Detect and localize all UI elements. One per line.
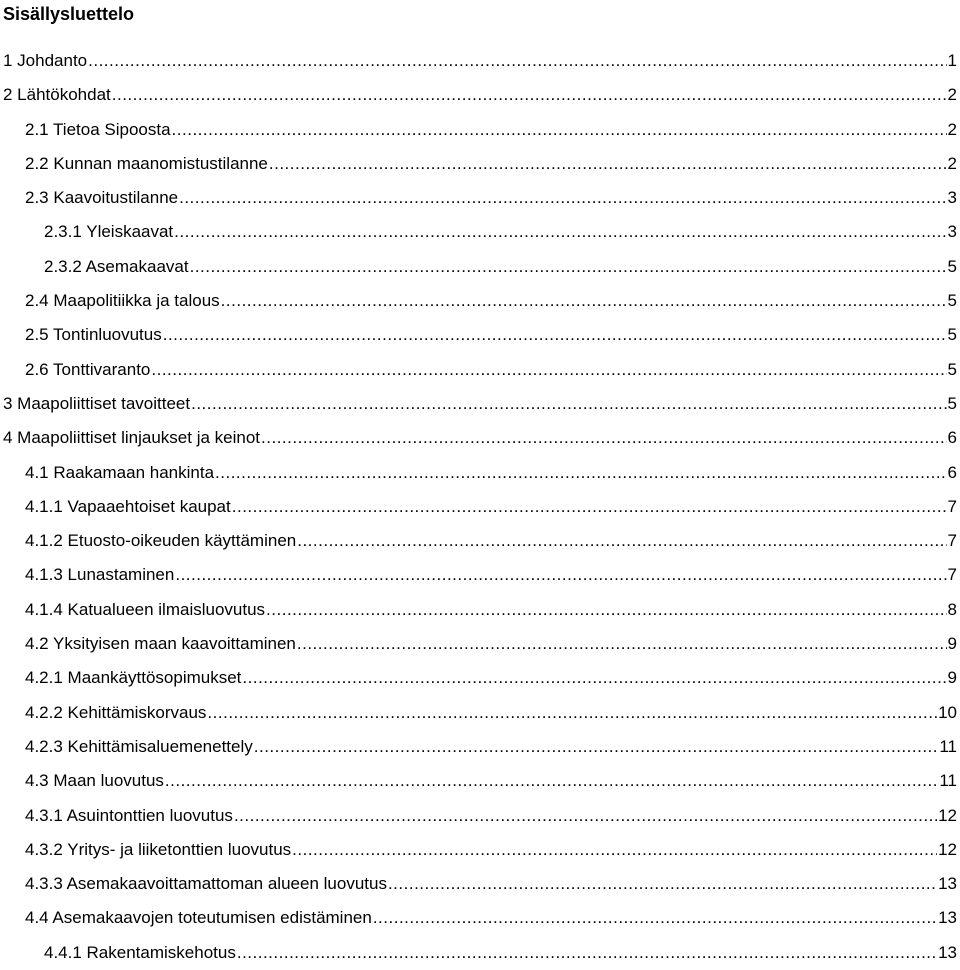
dot-leader bbox=[207, 696, 937, 730]
toc-entry[interactable] bbox=[0, 181, 960, 215]
toc-entry[interactable] bbox=[0, 558, 960, 592]
toc-entry-title: 2.1 Tietoa Sipoosta bbox=[25, 119, 171, 139]
toc-entry-title: 4.3.1 Asuintonttien luovutus bbox=[25, 805, 233, 825]
toc-entry-page-number: 2 bbox=[947, 153, 957, 173]
toc-entry-title: 2.3 Kaavoitustilanne bbox=[25, 188, 179, 208]
toc-entry-page-number: 3 bbox=[947, 222, 957, 242]
dot-leader bbox=[179, 181, 946, 215]
toc-entry[interactable] bbox=[0, 661, 960, 695]
toc-entry-page-number: 6 bbox=[947, 428, 957, 448]
toc-entry-title: 4.2.2 Kehittämiskorvaus bbox=[25, 702, 207, 722]
toc-entry-page-number: 12 bbox=[938, 839, 957, 859]
toc-entry-page-number: 9 bbox=[947, 634, 957, 654]
toc-entry[interactable] bbox=[0, 593, 960, 627]
toc-entry-title: 2.2 Kunnan maanomistustilanne bbox=[25, 153, 268, 173]
toc-entry-page-number: 7 bbox=[947, 531, 957, 551]
toc-entry-page-number: 10 bbox=[938, 702, 957, 722]
toc-entry[interactable] bbox=[0, 284, 960, 318]
toc-entry-title: 4 Maapoliittiset linjaukset ja keinot bbox=[3, 428, 261, 448]
toc-entry-title: 4.1 Raakamaan hankinta bbox=[25, 462, 215, 482]
dot-leader bbox=[88, 44, 946, 78]
dot-leader bbox=[234, 799, 937, 833]
dot-leader bbox=[269, 147, 947, 181]
toc-entry-page-number: 2 bbox=[947, 119, 957, 139]
toc-entry[interactable] bbox=[0, 524, 960, 558]
toc-entry[interactable] bbox=[0, 318, 960, 352]
dot-leader bbox=[172, 113, 947, 147]
toc-entry-page-number: 13 bbox=[938, 942, 957, 962]
toc-entry-title: 4.4 Asemakaavojen toteutumisen edistäminen bbox=[25, 908, 372, 928]
toc-entry-page-number: 13 bbox=[938, 874, 957, 894]
toc-entry-page-number: 7 bbox=[947, 565, 957, 585]
toc-entry[interactable] bbox=[0, 867, 960, 901]
toc-entry-title: 4.2.1 Maankäyttösopimukset bbox=[25, 668, 242, 688]
table-of-contents bbox=[0, 44, 960, 970]
toc-entry-page-number: 8 bbox=[947, 599, 957, 619]
dot-leader bbox=[190, 250, 947, 284]
toc-entry-page-number: 5 bbox=[947, 393, 957, 413]
dot-leader bbox=[237, 936, 937, 970]
dot-leader bbox=[261, 421, 947, 455]
dot-leader bbox=[221, 284, 947, 318]
toc-entry-title: 4.1.1 Vapaaehtoiset kaupat bbox=[25, 496, 231, 516]
dot-leader bbox=[174, 215, 946, 249]
toc-entry[interactable] bbox=[0, 456, 960, 490]
page-title: Sisällysluettelo bbox=[3, 4, 135, 24]
dot-leader bbox=[191, 387, 946, 421]
dot-leader bbox=[297, 627, 947, 661]
toc-entry[interactable] bbox=[0, 387, 960, 421]
toc-entry[interactable] bbox=[0, 44, 960, 78]
toc-entry-title: 4.1.3 Lunastaminen bbox=[25, 565, 175, 585]
toc-entry[interactable] bbox=[0, 113, 960, 147]
toc-entry-title: 4.1.4 Katualueen ilmaisluovutus bbox=[25, 599, 266, 619]
toc-entry-title: 2.6 Tonttivaranto bbox=[25, 359, 151, 379]
dot-leader bbox=[266, 593, 946, 627]
toc-entry[interactable] bbox=[0, 936, 960, 970]
toc-entry-page-number: 7 bbox=[947, 496, 957, 516]
toc-entry[interactable] bbox=[0, 147, 960, 181]
toc-entry-title: 3 Maapoliittiset tavoitteet bbox=[3, 393, 191, 413]
toc-entry-title: 1 Johdanto bbox=[3, 51, 88, 70]
toc-entry-title: 4.2 Yksityisen maan kaavoittaminen bbox=[25, 634, 296, 654]
toc-entry-title: 4.4.1 Rakentamiskehotus bbox=[44, 942, 236, 962]
dot-leader bbox=[163, 318, 947, 352]
toc-entry-title: 4.3.3 Asemakaavoittamattoman alueen luovutus bbox=[25, 874, 387, 894]
toc-entry-title: 2.3.1 Yleiskaavat bbox=[44, 222, 174, 242]
dot-leader bbox=[165, 764, 938, 798]
toc-entry-page-number: 5 bbox=[947, 359, 957, 379]
dot-leader bbox=[242, 661, 946, 695]
toc-entry[interactable] bbox=[0, 696, 960, 730]
dot-leader bbox=[215, 456, 947, 490]
toc-entry-page-number: 5 bbox=[947, 291, 957, 311]
toc-entry[interactable] bbox=[0, 627, 960, 661]
dot-leader bbox=[151, 353, 946, 387]
toc-entry[interactable] bbox=[0, 764, 960, 798]
toc-entry-title: 2.4 Maapolitiikka ja talous bbox=[25, 291, 220, 311]
dot-leader bbox=[175, 558, 946, 592]
toc-entry[interactable] bbox=[0, 215, 960, 249]
toc-entry-page-number: 11 bbox=[939, 771, 957, 791]
toc-entry[interactable] bbox=[0, 833, 960, 867]
toc-entry-title: 4.2.3 Kehittämisaluemenettely bbox=[25, 736, 253, 756]
dot-leader bbox=[292, 833, 937, 867]
toc-entry-page-number: 12 bbox=[938, 805, 957, 825]
toc-entry-page-number: 13 bbox=[938, 908, 957, 928]
dot-leader bbox=[254, 730, 939, 764]
toc-entry-page-number: 5 bbox=[947, 325, 957, 345]
toc-entry[interactable] bbox=[0, 490, 960, 524]
toc-entry-title: 2 Lähtökohdat bbox=[3, 85, 111, 105]
toc-entry[interactable] bbox=[0, 78, 960, 112]
toc-entry-title: 2.5 Tontinluovutus bbox=[25, 325, 162, 345]
toc-entry-page-number: 1 bbox=[947, 51, 957, 70]
toc-entry-page-number: 2 bbox=[947, 85, 957, 105]
toc-entry-page-number: 9 bbox=[947, 668, 957, 688]
toc-entry-title: 2.3.2 Asemakaavat bbox=[44, 256, 189, 276]
toc-entry-page-number: 3 bbox=[947, 188, 957, 208]
toc-entry[interactable] bbox=[0, 250, 960, 284]
toc-entry[interactable] bbox=[0, 799, 960, 833]
toc-entry[interactable] bbox=[0, 730, 960, 764]
toc-entry-page-number: 11 bbox=[939, 736, 957, 756]
toc-entry-title: 4.3.2 Yritys- ja liiketonttien luovutus bbox=[25, 839, 292, 859]
dot-leader bbox=[373, 901, 937, 935]
dot-leader bbox=[297, 524, 946, 558]
toc-entry[interactable] bbox=[0, 901, 960, 935]
toc-entry[interactable] bbox=[0, 421, 960, 455]
toc-entry-title: 4.1.2 Etuosto-oikeuden käyttäminen bbox=[25, 531, 297, 551]
toc-entry-page-number: 5 bbox=[947, 256, 957, 276]
toc-entry-title: 4.3 Maan luovutus bbox=[25, 771, 164, 791]
dot-leader bbox=[112, 78, 947, 112]
dot-leader bbox=[232, 490, 947, 524]
toc-entry[interactable] bbox=[0, 353, 960, 387]
dot-leader bbox=[388, 867, 937, 901]
toc-entry-page-number: 6 bbox=[947, 462, 957, 482]
